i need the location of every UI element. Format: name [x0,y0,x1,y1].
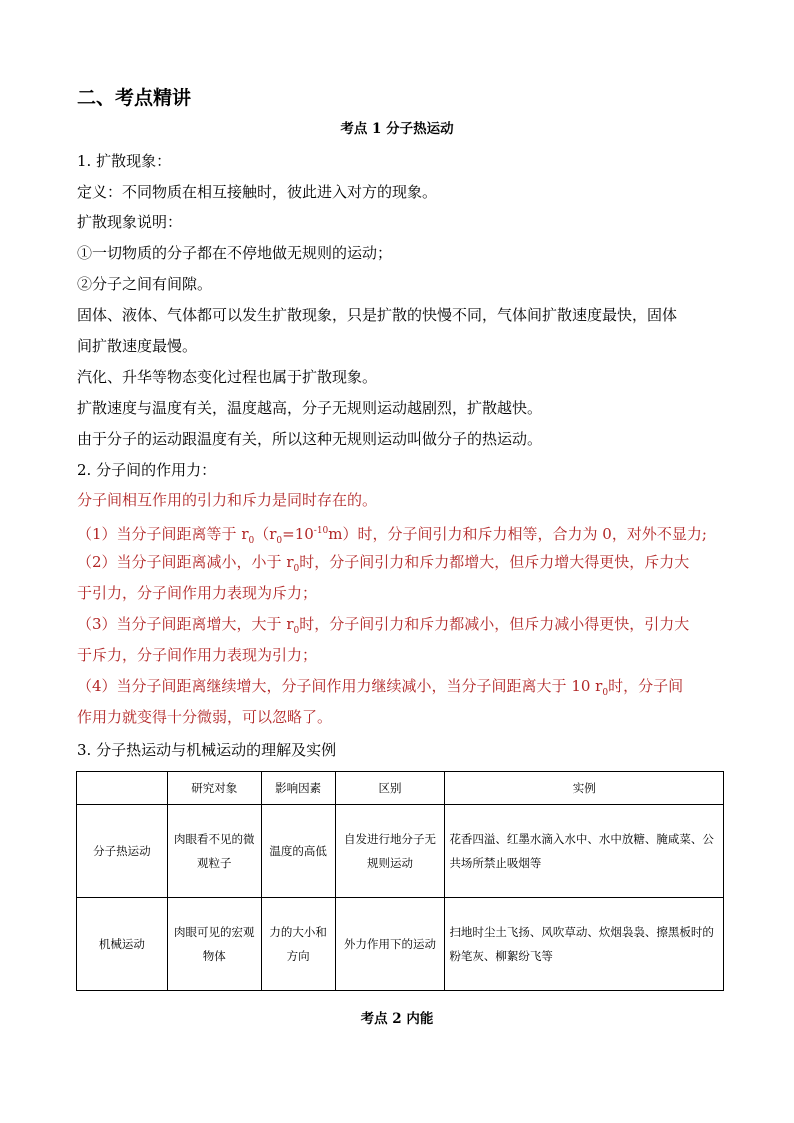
comparison-heading: 3. 分子热运动与机械运动的理解及实例 [77,741,337,759]
diffusion-definition: 定义：不同物质在相互接触时，彼此进入对方的现象。 [77,183,438,201]
diffusion-point-1: ①一切物质的分子都在不停地做无规则的运动； [77,244,393,262]
table-header-cell: 研究对象 [167,772,261,805]
diffusion-states-line1: 固体、液体、气体都可以发生扩散现象，只是扩散的快慢不同，气体间扩散速度最快，固体 [77,306,678,324]
table-header-cell: 区别 [335,772,445,805]
force-case-2-line1: （2）当分子间距离减小，小于 $r_0$时，分子间引力和斥力都增大，但斥力增大得更快，斥力大 [77,553,690,574]
phase-change-note: 汽化、升华等物态变化过程也属于扩散现象。 [77,368,378,386]
table-header-cell: 影响因素 [261,772,335,805]
force-case-4-line2: 作用力就变得十分微弱，可以忽略了。 [77,708,333,726]
force-heading: 2. 分子间的作用力： [77,461,217,479]
table-cell: 花香四溢、红墨水滴入水中、水中放糖、腌咸菜、公共场所禁止吸烟等 [445,805,724,898]
table-header-cell [77,772,168,805]
diffusion-point-2: ②分子之间有间隙。 [77,275,213,293]
table-row [77,805,724,898]
point1-title: 考点 1 分子热运动 [340,121,454,137]
force-case-3-line2: 于斥力，分子间作用力表现为引力； [77,646,318,664]
temperature-note: 扩散速度与温度有关，温度越高，分子无规则运动越剧烈，扩散越快。 [77,399,543,417]
force-case-1: （1）当分子间距离等于 $r_0(r_0=10^{-10}m)$时，分子间引力和斥力相等，合力为 0，对外不显力; [77,525,707,546]
force-case-3-line1: （3）当分子间距离增大，大于 $r_0$时，分子间引力和斥力都减小，但斥力减小得更快，引力大 [77,615,690,636]
table-cell: 温度的高低 [261,805,335,898]
table-cell: 机械运动 [77,898,168,991]
comparison-table [76,771,724,991]
diffusion-states-line2: 间扩散速度最慢。 [77,337,198,355]
diffusion-heading: 1. 扩散现象： [77,152,172,170]
force-coexist: 分子间相互作用的引力和斥力是同时存在的。 [77,491,378,509]
table-cell: 扫地时尘土飞扬、风吹草动、炊烟袅袅、擦黑板时的粉笔灰、柳絮纷飞等 [445,898,724,991]
section-heading: 二、考点精讲 [77,87,192,109]
thermal-motion-note: 由于分子的运动跟温度有关，所以这种无规则运动叫做分子的热运动。 [77,430,543,448]
diffusion-explain-label: 扩散现象说明： [77,213,183,231]
table-cell: 肉眼看不见的微观粒子 [167,805,261,898]
table-header-cell: 实例 [445,772,724,805]
force-case-2-line2: 于引力，分子间作用力表现为斥力； [77,584,318,602]
table-cell: 外力作用下的运动 [335,898,445,991]
table-cell: 自发进行地分子无规则运动 [335,805,445,898]
table-cell: 力的大小和方向 [261,898,335,991]
table-cell: 肉眼可见的宏观物体 [167,898,261,991]
table-header-row [77,772,724,805]
point2-title: 考点 2 内能 [360,1011,434,1027]
table-cell: 分子热运动 [77,805,168,898]
force-case-4-line1: （4）当分子间距离继续增大，分子间作用力继续减小，当分子间距离大于 10 $r_0$时，分子间 [77,677,684,698]
table-row [77,898,724,991]
